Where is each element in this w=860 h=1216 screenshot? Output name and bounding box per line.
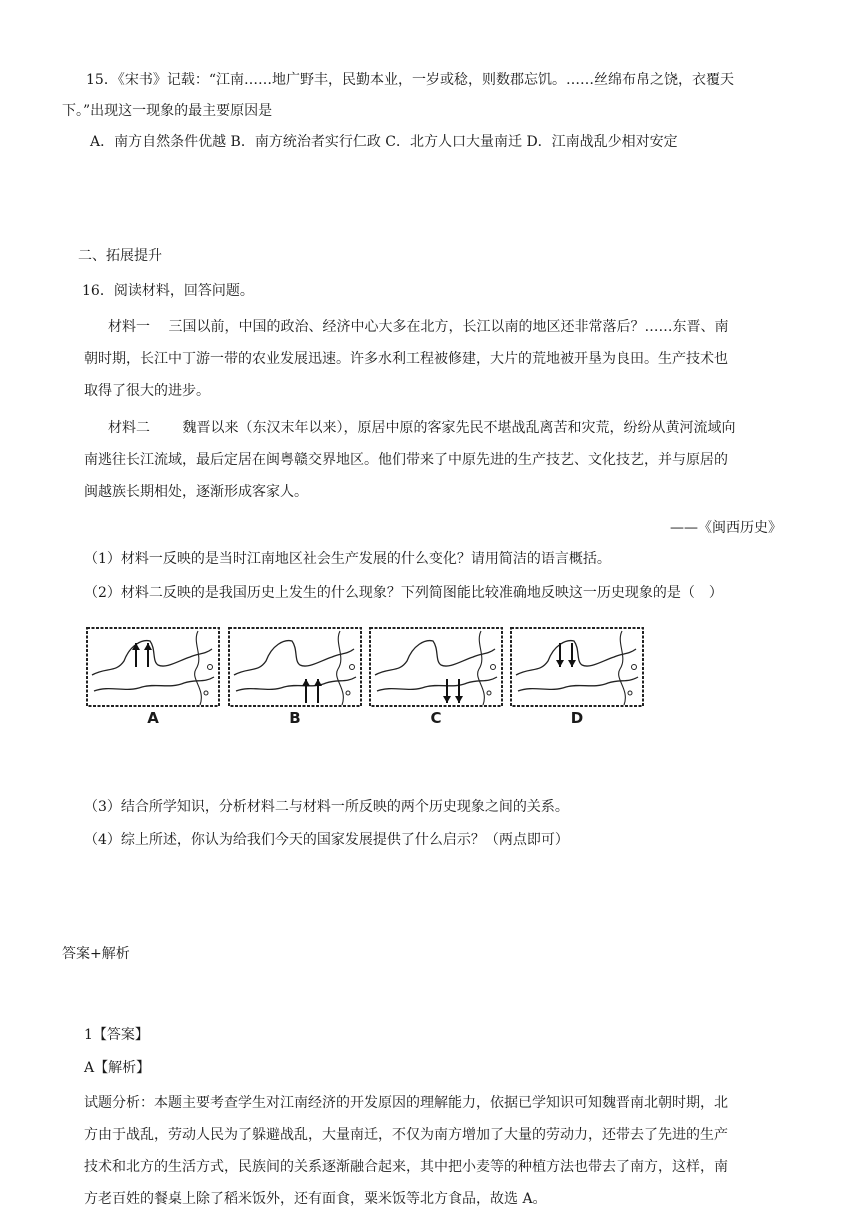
map-option-b: [228, 627, 362, 707]
material1-line-2: 朝时期，长江中丁游一带的农业发展迅速。许多水利工程被修建，大片的荒地被开垦为良田。生产技术也: [84, 351, 728, 367]
map-label-b: B: [289, 709, 301, 727]
answer-1-line-3: 技术和北方的生活方式，民族间的关系逐渐融合起来，其中把小麦等的种植方法也带去了南方，这样，南: [84, 1159, 728, 1175]
answer-1-choice: A【解析】: [84, 1060, 151, 1076]
map-frame: [370, 628, 502, 706]
map-sketch-b: [228, 627, 362, 707]
map-sketch-c: [369, 627, 503, 707]
map-option-c: [369, 627, 503, 707]
map-frame: [229, 628, 361, 706]
map-sketch-a: [86, 627, 220, 707]
map-option-d: [510, 627, 644, 707]
material2-source: ——《闽西历史》: [670, 520, 782, 536]
answer-1-line-4: 方老百姓的餐桌上除了稻米饭外，还有面食，粟米饭等北方食品，故选 A。: [84, 1191, 547, 1207]
map-options: [86, 627, 646, 732]
map-label-d: D: [570, 709, 584, 727]
map-frame: [87, 628, 219, 706]
q16-sub-3: （3）结合所学知识，分析材料二与材料一所反映的两个历史现象之间的关系。: [84, 799, 569, 815]
q16-stem: 16．阅读材料，回答问题。: [82, 283, 254, 299]
answer-1-line-2: 方由于战乱，劳动人民为了躲避战乱，大量南迁，不仅为南方增加了大量的劳动力，还带去了先进的生产: [84, 1127, 728, 1143]
material1-line-3: 取得了很大的进步。: [84, 383, 210, 399]
material2-line-1: 材料二 魏晋以来（东汉末年以来），原居中原的客家先民不堪战乱离苦和灾荒，纷纷从黄河流域向: [108, 420, 736, 436]
map-label-a: A: [147, 709, 159, 727]
map-option-a: [86, 627, 220, 707]
answer-1-tag: 1【答案】: [84, 1027, 149, 1043]
q16-sub-1: （1）材料一反映的是当时江南地区社会生产发展的什么变化？请用简洁的语言概括。: [84, 551, 611, 567]
q15-line-1: 15．《宋书》记载：“江南……地广野丰，民勤本业，一岁或稔，则数郡忘饥。……丝绵布帛之饶，衣覆天: [86, 72, 734, 88]
material2-line-2: 南逃往长江流域，最后定居在闽粤赣交界地区。他们带来了中原先进的生产技艺、文化技艺，并与原居的: [84, 452, 728, 468]
section-title: 二、拓展提升: [78, 248, 162, 264]
map-frame: [511, 628, 643, 706]
q15-line-2: 下。”出现这一现象的最主要原因是: [62, 103, 273, 119]
q16-sub-4: （4）综上所述，你认为给我们今天的国家发展提供了什么启示？（两点即可）: [84, 832, 569, 848]
q16-sub-2: （2）材料二反映的是我国历史上发生的什么现象？下列简图能比较准确地反映这一历史现象的是（ ）: [84, 585, 723, 601]
material2-line-3: 闽越族长期相处，逐渐形成客家人。: [84, 484, 308, 500]
q15-options: A．南方自然条件优越 B．南方统治者实行仁政 C．北方人口大量南迁 D．江南战乱少相对安定: [90, 134, 678, 150]
answers-title: 答案+解析: [62, 946, 130, 962]
answer-1-line-1: 试题分析：本题主要考查学生对江南经济的开发原因的理解能力，依据已学知识可知魏晋南北朝时期，北: [84, 1095, 728, 1111]
material1-line-1: 材料一 三国以前，中国的政治、经济中心大多在北方，长江以南的地区还非常落后？……东晋、南: [108, 319, 729, 335]
map-label-c: C: [430, 709, 442, 727]
map-sketch-d: [510, 627, 644, 707]
